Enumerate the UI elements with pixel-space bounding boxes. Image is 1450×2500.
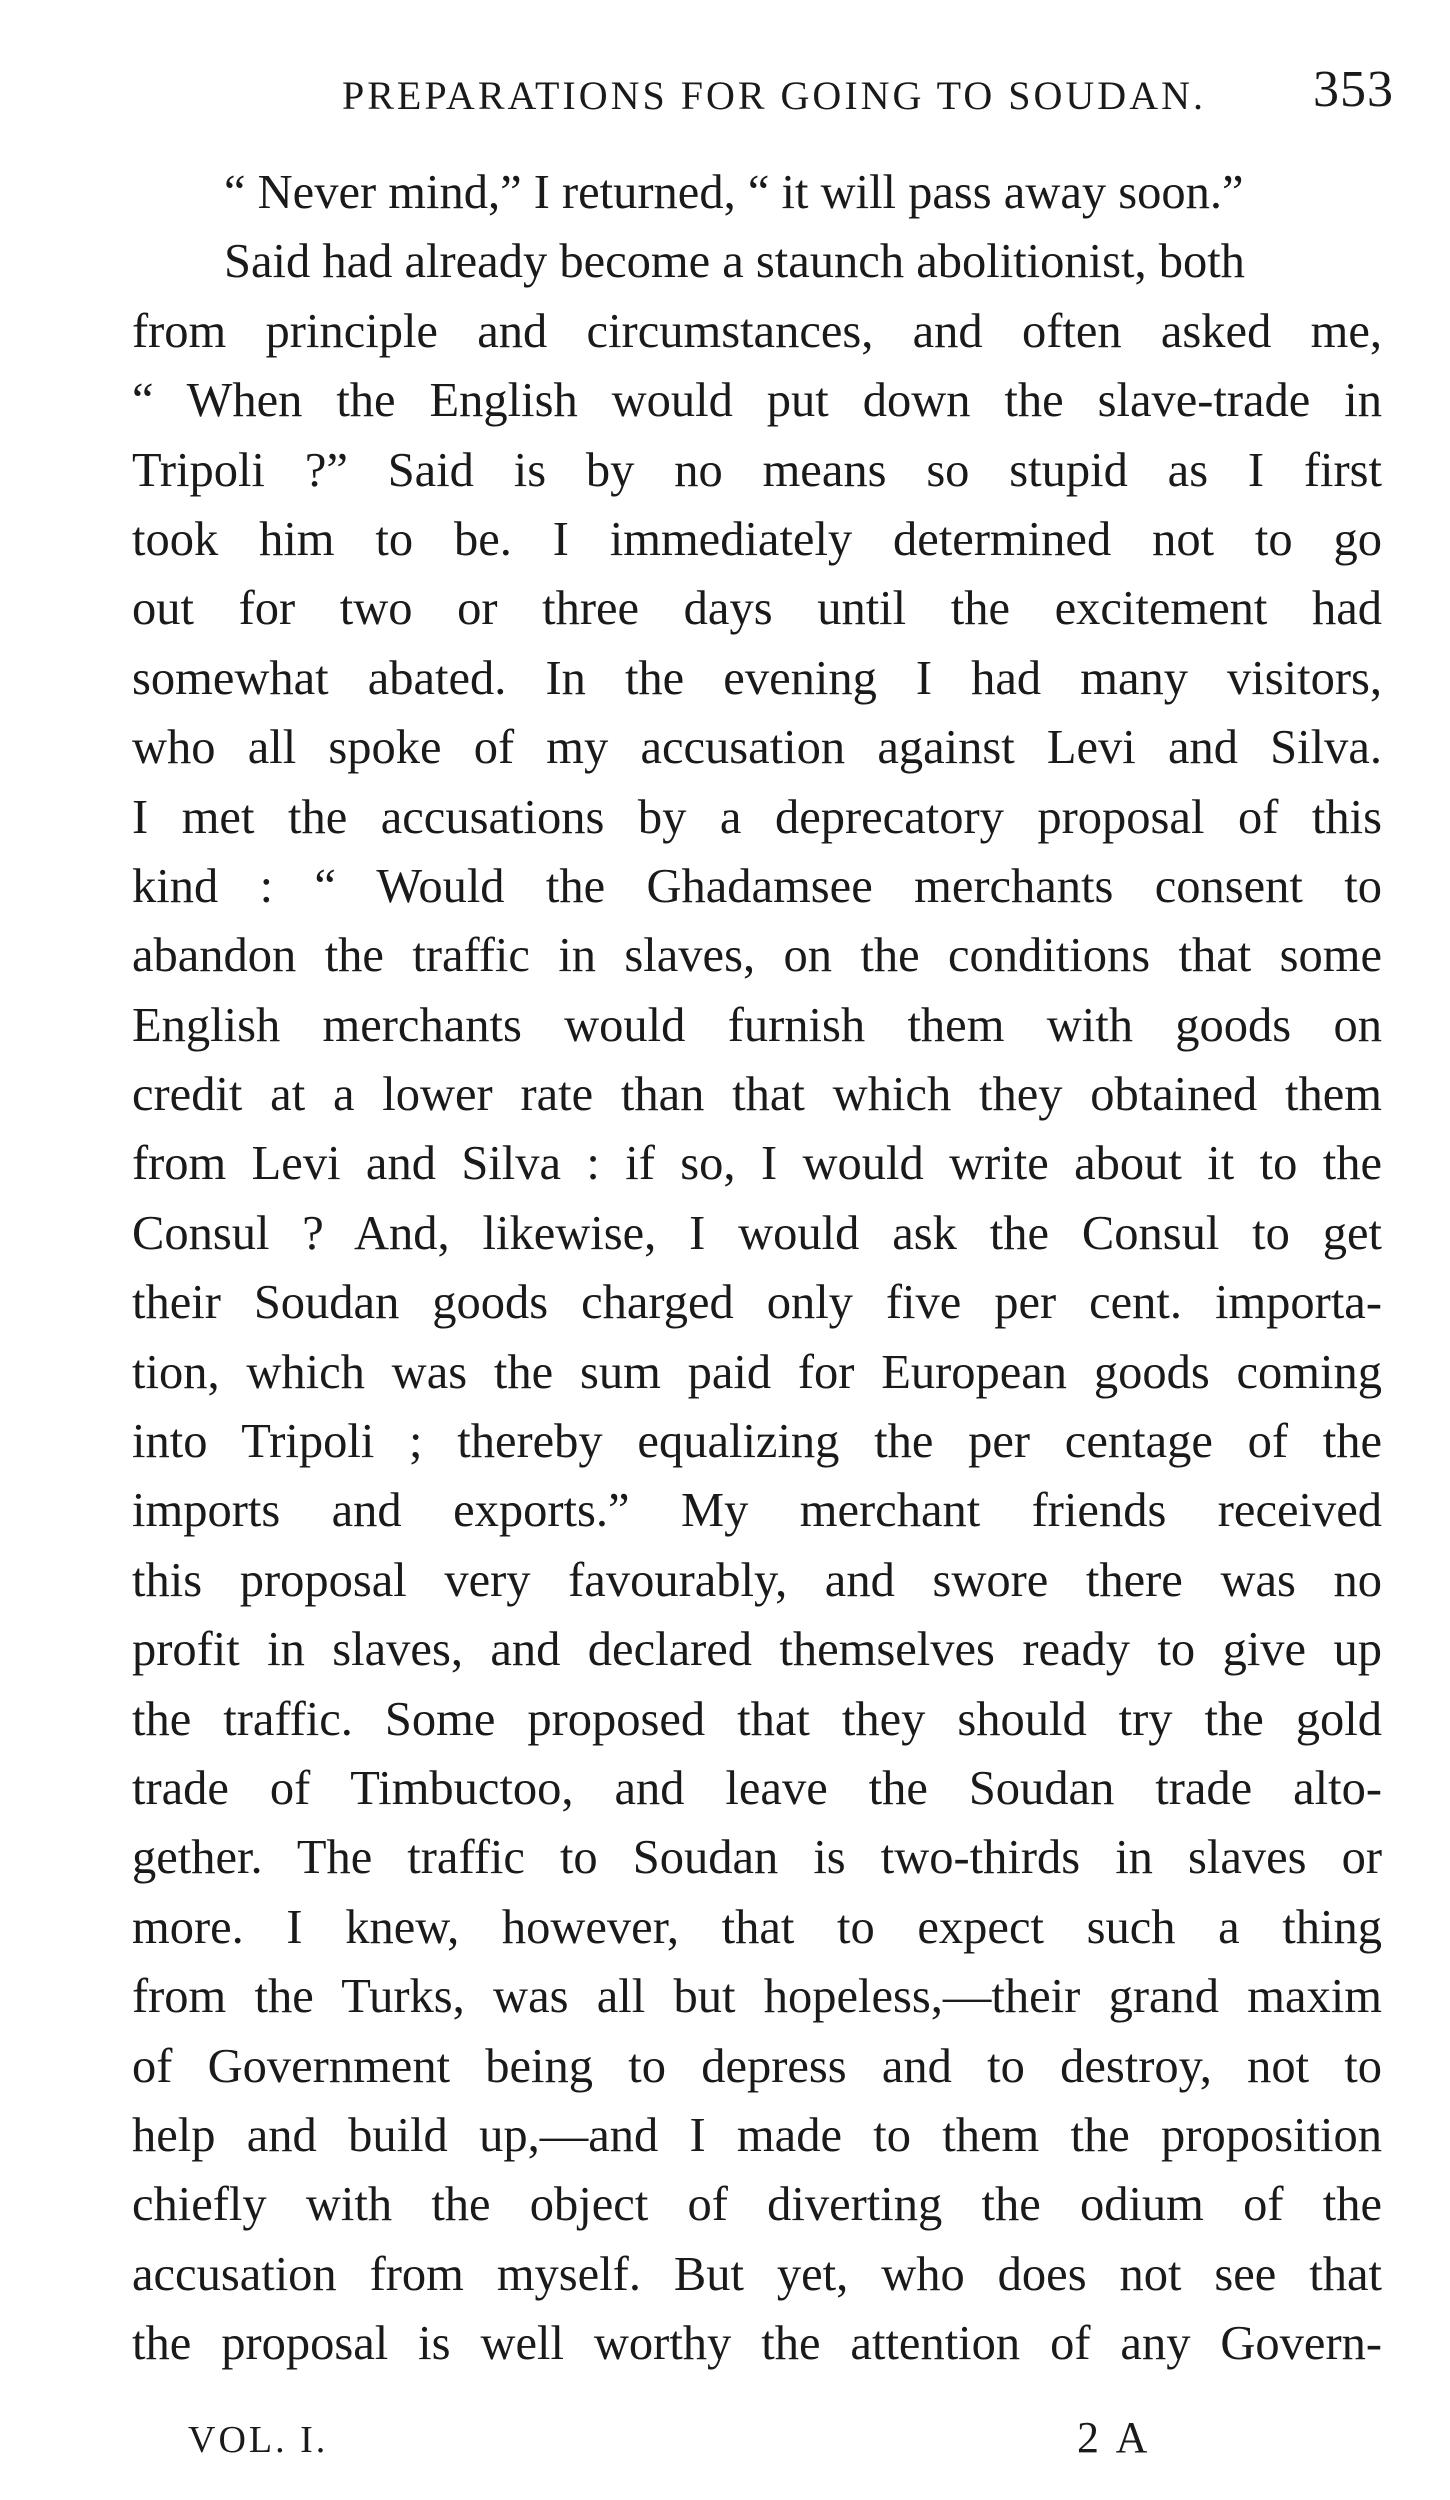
text-line: Consul ? And, likewise, I would ask the Consul to get (132, 1206, 1382, 1260)
page-footer (132, 2413, 1382, 2478)
text-line: gether. The traffic to Soudan is two-thirds in slaves or (132, 1831, 1382, 1885)
running-title: PREPARATIONS FOR GOING TO SOUDAN. (342, 73, 1206, 118)
text-line: kind : “ Would the Ghadamsee merchants consent to (132, 859, 1382, 913)
text-line: from the Turks, was all but hopeless,—their grand maxim (132, 1970, 1382, 2024)
text-line: Said had already become a staunch abolitionist, both (224, 235, 1245, 289)
text-line: chiefly with the object of diverting the odium of the (132, 2178, 1382, 2232)
text-line: abandon the traffic in slaves, on the conditions that some (132, 929, 1382, 983)
text-line: this proposal very favourably, and swore there was no (132, 1553, 1382, 1607)
text-line: into Tripoli ; thereby equalizing the per centage of the (132, 1415, 1382, 1469)
text-line: somewhat abated. In the evening I had many visitors, (132, 651, 1382, 705)
text-line: help and build up,—and I made to them the proposition (132, 2108, 1382, 2162)
text-line: accusation from myself. But yet, who does not see that (132, 2247, 1382, 2301)
text-line: “ When the English would put down the slave-trade in (132, 374, 1382, 428)
text-line: of Government being to depress and to destroy, not to (132, 2039, 1382, 2093)
text-line: “ Never mind,” I returned, “ it will pass away soon.” (224, 166, 1244, 219)
signature-mark: 2 A (1077, 2413, 1152, 2462)
text-line: profit in slaves, and declared themselves ready to give up (132, 1623, 1382, 1677)
text-line: took him to be. I immediately determined not to go (132, 512, 1382, 566)
text-line: trade of Timbuctoo, and leave the Soudan trade alto- (132, 1761, 1382, 1815)
text-line: out for two or three days until the excitement had (132, 582, 1382, 636)
text-line: English merchants would furnish them with goods on (132, 998, 1382, 1052)
body-text (132, 158, 1382, 2379)
text-line: their Soudan goods charged only five per cent. importa- (132, 1276, 1382, 1330)
running-head (132, 58, 1394, 138)
text-line: Tripoli ?” Said is by no means so stupid as I first (132, 443, 1382, 497)
volume-label: VOL. I. (188, 2419, 329, 2461)
text-line: from principle and circumstances, and often asked me, (132, 304, 1382, 358)
text-line: the proposal is well worthy the attention of any Govern- (132, 2317, 1382, 2371)
text-line: the traffic. Some proposed that they should try the gold (132, 1692, 1382, 1746)
page-number: 353 (1313, 61, 1394, 118)
text-line: from Levi and Silva : if so, I would write about it to the (132, 1137, 1382, 1191)
text-line: more. I knew, however, that to expect such a thing (132, 1900, 1382, 1954)
text-line: who all spoke of my accusation against Levi and Silva. (132, 721, 1382, 775)
text-line: tion, which was the sum paid for European goods coming (132, 1345, 1382, 1399)
text-line: credit at a lower rate than that which they obtained them (132, 1068, 1382, 1122)
text-line: I met the accusations by a deprecatory proposal of this (132, 790, 1382, 844)
text-line: imports and exports.” My merchant friends received (132, 1484, 1382, 1538)
